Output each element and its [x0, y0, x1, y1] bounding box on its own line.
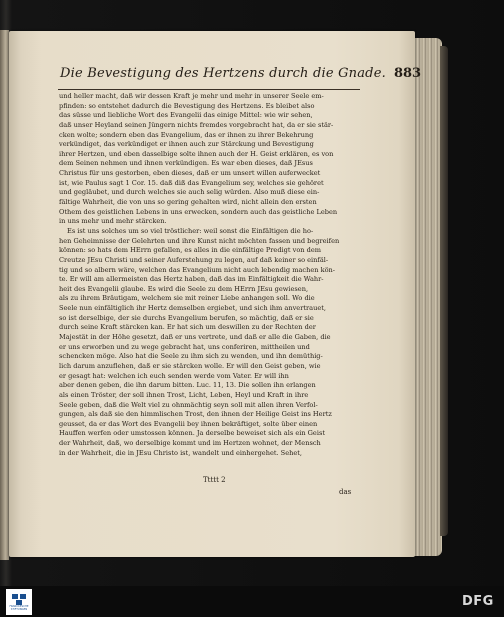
left-page-edge	[0, 30, 9, 560]
text-line: Seele nun einfältiglich ihr Hertz demselben ergiebet, und sich ihm anvertrauet,	[59, 304, 326, 313]
text-line: lich darum anzuflehen, daß er sie stärcken wolle. Er will den Geist geben, wie	[59, 361, 321, 370]
dfg-logo[interactable]: DFG	[462, 594, 494, 609]
text-line: als einen Tröster, der soll ihnen Trost, Licht, Leben, Heyl und Kraft in ihre	[59, 390, 309, 399]
book-page-edges	[413, 38, 442, 556]
library-logo-icon	[12, 594, 26, 605]
text-line: heit des Evangelii glaube. Es wird die Seele zu dem HErrn JEsu gewiesen,	[59, 284, 309, 293]
text-line: er uns erworben und zu wege gebracht hat, uns conferiren, mittheilen und	[59, 342, 310, 351]
text-line: das süsse und liebliche Wort des Evangelii das einige Mittel: wie wir sehen,	[59, 111, 313, 120]
text-line: fältige Wahrheit, die von uns so gering gehalten wird, nicht allein den ersten	[59, 198, 317, 207]
text-line: aber denen geben, die ihn darum bitten. Luc. 11, 13. Die sollen ihn erlangen	[59, 381, 316, 390]
text-line: dem Seinen nehmen und ihnen verkündigen. Es war eben dieses, daß JEsus	[59, 159, 313, 168]
library-logo-text-1: FRANCKESCHE	[9, 604, 29, 608]
body-text	[59, 92, 361, 458]
text-line: hen Geheimnisse der Gelehrten und ihre Kunst nicht möchten fassen und begreifen	[59, 236, 340, 245]
text-line: daß unser Heyland seinen Jüngern nichts fremdes vorgebracht hat, da er sie stär-	[59, 120, 334, 129]
text-line: in der Wahrheit, die in JEsu Christo ist, wandelt und einhergehet. Sehet,	[59, 448, 302, 457]
text-line: Majestät in der Höhe gesetzt, daß er uns vertrete, und daß er alle die Gaben, die	[59, 333, 331, 342]
text-line: in uns mehr und mehr stärcken.	[59, 217, 167, 226]
text-line: Hauffen werfen oder umstossen können. Ja derselbe beweiset sich als ein Geist	[59, 429, 325, 438]
text-line: gungen, als daß sie den himmlischen Trost, den ihnen der Heilige Geist ins Hertz	[59, 410, 332, 419]
text-line: geusset, da er das Wort des Evangelii bey ihnen bekräftiget, solte über einen	[59, 419, 318, 428]
library-logo-text-2: STIFTUNGEN	[10, 607, 28, 611]
text-line: und heller macht, daß wir dessen Kraft je mehr und mehr in unserer Seele em-	[59, 92, 324, 100]
text-line: als zu ihrem Bräutigam, welchem sie mit reiner Liebe anhangen soll. Wo die	[59, 294, 315, 303]
text-line: tig und so albern wäre, welchen das Evangelium nicht auch lebendig machen kön-	[59, 265, 336, 274]
text-line: der Wahrheit, daß, wo derselbige kommt und im Hertzen wohnet, der Mensch	[59, 439, 321, 448]
text-line: und gegläubet, und durch welches sie auch selig würden. Also muß diese ein-	[59, 188, 320, 197]
library-logo[interactable]	[6, 589, 32, 615]
text-line: er gesagt hat: welchen ich euch senden werde vom Vater. Er will ihn	[59, 371, 289, 380]
text-line: verkündiget, das verkündiget er ihnen auch zur Stärckung und Bevestigung	[59, 140, 314, 149]
text-line: so ist derselbige, der sie durchs Evangelium berufen, so mächtig, daß er sie	[59, 313, 314, 322]
header-rule	[58, 89, 360, 90]
text-line: ist, wie Paulus sagt 1 Cor. 15. daß diß das Evangelium sey, welches sie gehöret	[59, 178, 324, 187]
text-line: Othem des geistlichen Lebens in uns erwecken, sondern auch das geistliche Leben	[59, 207, 338, 216]
text-line: cken wolte; sondern eben das Evangelium, das er ihnen zu ihrer Bekehrung	[59, 130, 314, 139]
text-line: Seele geben, daß die Welt viel zu ohnmächtig seyn soll mit allen ihren Verfol-	[59, 400, 318, 409]
catchword: das	[339, 488, 352, 496]
text-line: Es ist uns solches um so viel tröstlicher: weil sonst die Einfältigen die ho-	[67, 226, 314, 235]
text-line: können: so hats dem HErrn gefallen, es alles in die einfältige Predigt von dem	[59, 246, 322, 255]
page-number: 883	[393, 66, 422, 81]
text-line: durch seine Kraft stärcken kan. Er hat sich um deswillen zu der Rechten der	[59, 323, 316, 332]
signature-mark: Ttttt 2	[203, 476, 226, 484]
text-line: Christus für uns gestorben, eben dieses, daß er um unsert willen auferwecket	[59, 169, 321, 178]
running-title: Die Bevestigung des Hertzens durch die Gnade.	[60, 66, 386, 81]
footer-bar	[0, 586, 504, 617]
text-line: pfinden: so entstehet dadurch die Bevestigung des Hertzens. Es bleibet also	[59, 101, 315, 110]
text-line: ihrer Hertzen, und eben dasselbige solte ihnen auch der H. Geist erklären, es von	[59, 149, 334, 158]
text-line: Creutze JEsu Christi und seiner Auferstehung zu legen, auf daß keiner so einfäl-	[59, 255, 329, 264]
text-line: schencken möge. Also hat die Seele zu ihm sich zu wenden, und ihn demüthig-	[59, 352, 323, 361]
page-header	[60, 66, 422, 86]
text-line: te. Er will am allermeisten das Hertz haben, daß das im Einfältigkeit die Wahr-	[59, 275, 324, 284]
